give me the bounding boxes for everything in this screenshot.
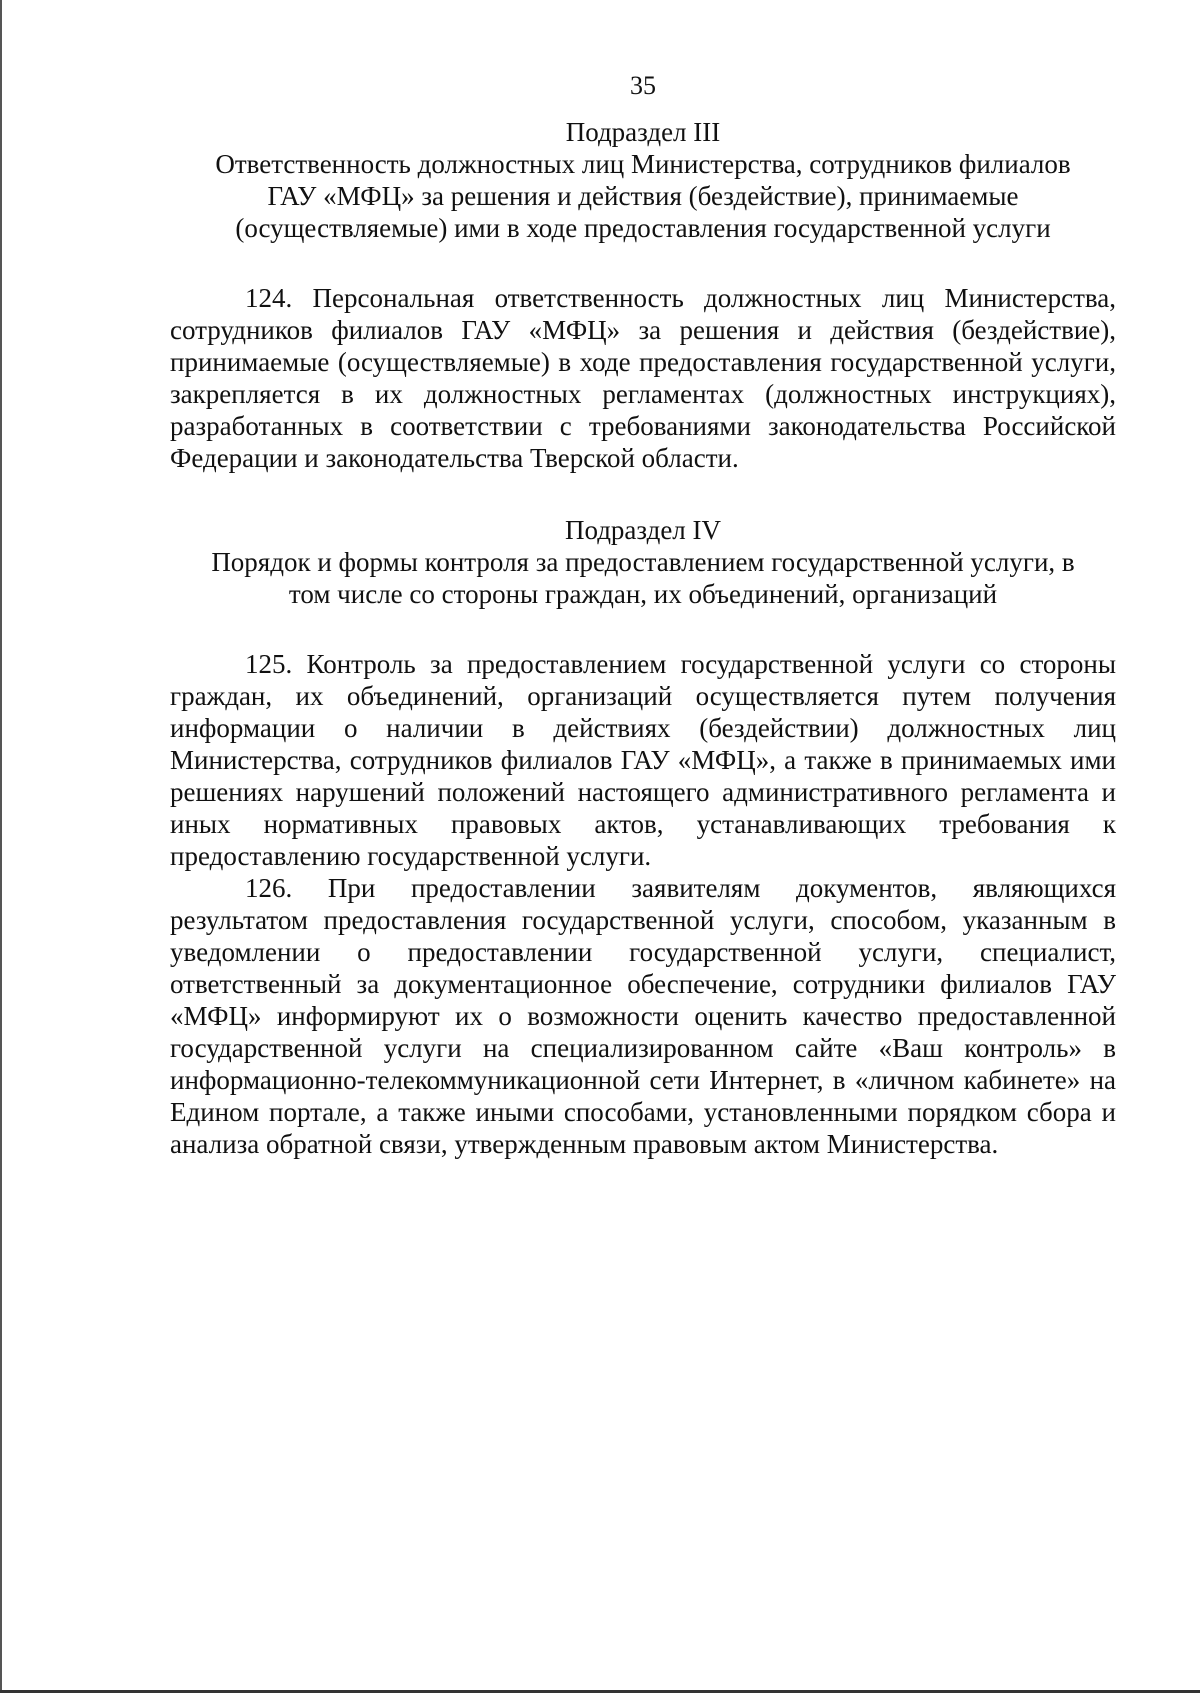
paragraph-124: 124. Персональная ответственность должностных лиц Министерства, сотрудников филиалов ГАУ «МФЦ» за решения и действия (бездействие), принимаемые (осуществляемые) в ходе предоставления государственной услуги, закрепляется в их должностных регламентах (должностных инструкциях), разработанных в соответствии с требованиями законодательства Российской Федерации и законодательства Тверской области.	[170, 283, 1116, 473]
spacer	[170, 474, 1116, 514]
subsection-title	[170, 546, 1116, 610]
spacer	[170, 244, 1116, 282]
subsection-title-line: (осуществляемые) ими в ходе предоставления государственной услуги	[235, 213, 1051, 243]
subsection-title-line: ГАУ «МФЦ» за решения и действия (бездействие), принимаемые	[267, 181, 1019, 211]
paragraph-126: 126. При предоставлении заявителям документов, являющихся результатом предоставления государственной услуги, способом, указанным в уведомлении о предоставлении государственной услуги, специалист, ответственный за документационное обеспечение, сотрудники филиалов ГАУ «МФЦ» информируют их о возможности оценить качество предоставленной государственной услуги на специализированном сайте «Ваш контроль» в информационно-телекоммуникационной сети Интернет, в «личном кабинете» на Едином портале, а также иными способами, установленными порядком сбора и анализа обратной связи, утвержденным правовым актом Министерства.	[170, 873, 1116, 1159]
subsection-label: Подраздел III	[565, 117, 721, 147]
subsection-title-line: Ответственность должностных лиц Министерства, сотрудников филиалов	[215, 149, 1071, 179]
subsection-iv	[170, 514, 1116, 1160]
subsection-title-line: Порядок и формы контроля за предоставлением государственной услуги, в	[211, 547, 1075, 577]
page-number: 35	[630, 71, 656, 100]
subsection-label: Подраздел IV	[564, 515, 722, 545]
paragraph-125: 125. Контроль за предоставлением государственной услуги со стороны граждан, их объединений, организаций осуществляется путем получения информации о наличии в действиях (бездействии) должностных лиц Министерства, сотрудников филиалов ГАУ «МФЦ», а также в принимаемых ими решениях нарушений положений настоящего административного регламента и иных нормативных правовых актов, устанавливающих требования к предоставлению государственной услуги.	[170, 649, 1116, 871]
subsection-iii	[170, 116, 1116, 474]
spacer	[170, 610, 1116, 648]
subsection-title-line: том числе со стороны граждан, их объединений, организаций	[288, 579, 998, 609]
subsection-title	[170, 148, 1116, 244]
page-left-edge	[0, 0, 2, 1693]
document-page	[170, 70, 1116, 1160]
